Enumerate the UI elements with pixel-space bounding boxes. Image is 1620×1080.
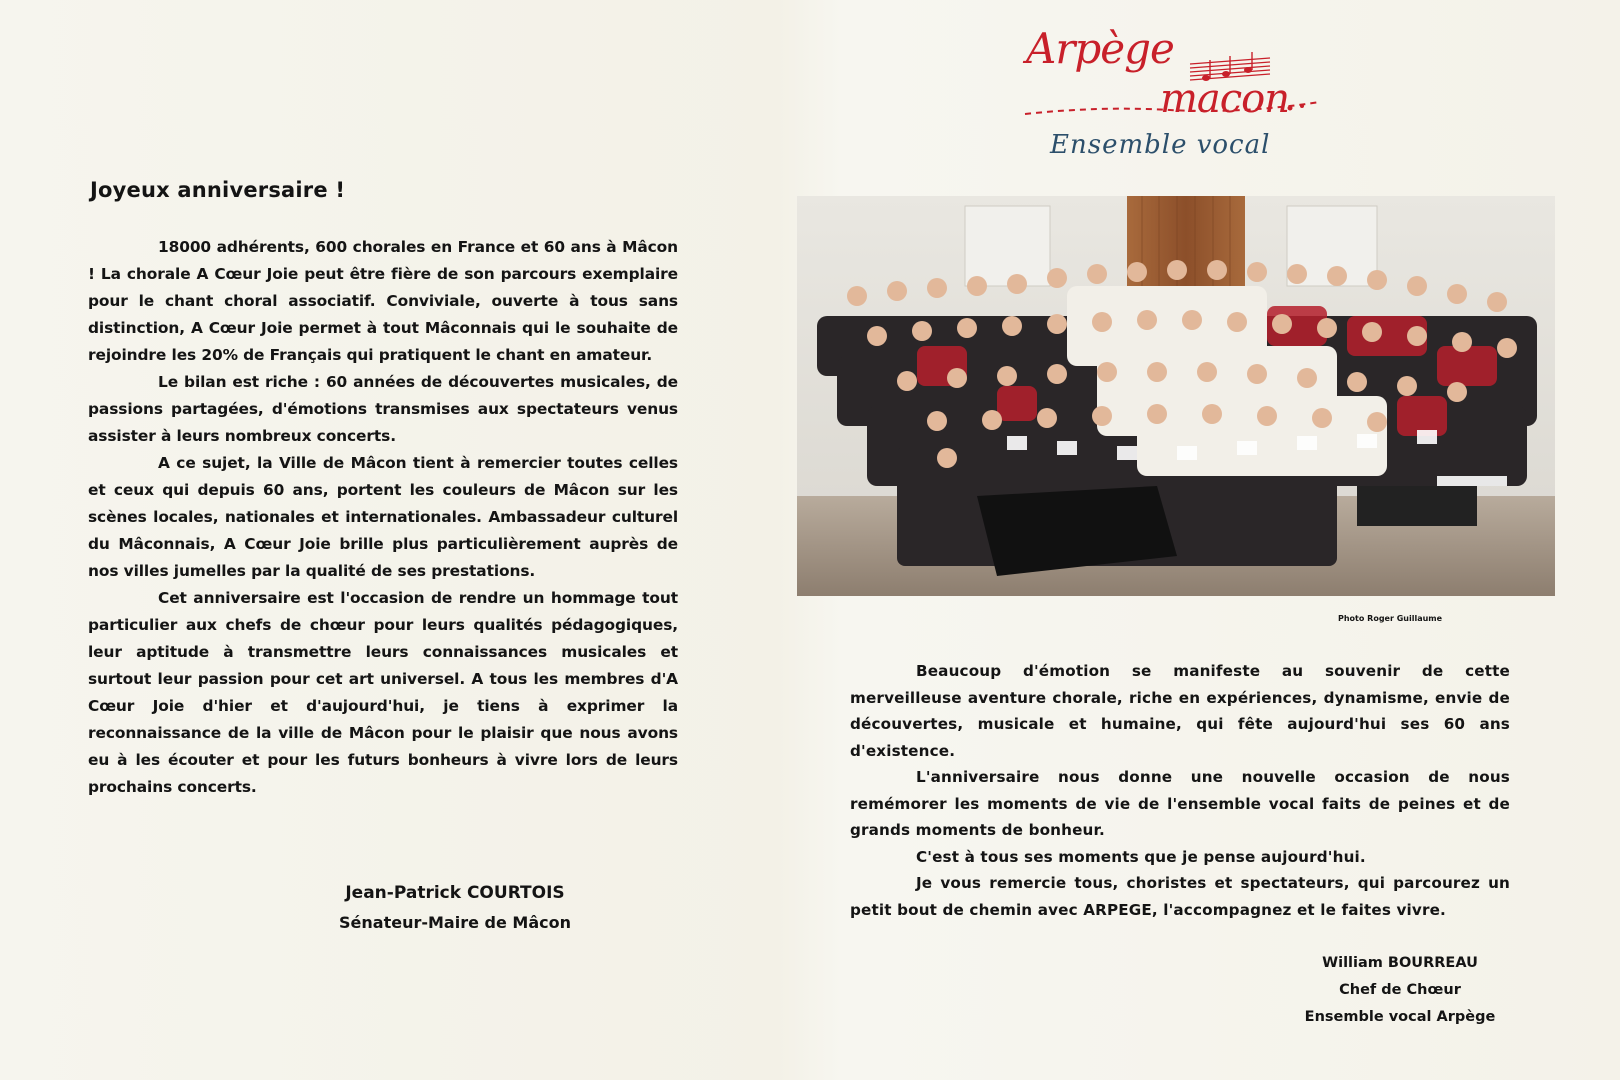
right-column (850, 658, 1510, 923)
right-signature-org: Ensemble vocal Arpège (1304, 1009, 1496, 1025)
left-column (88, 178, 678, 801)
right-paragraph: Je vous remercie tous, choristes et spectateurs, qui parcourez un petit bout de chemin avec ARPEGE, l'accompagnez et le faites vivre. (850, 874, 1510, 919)
right-paragraph: C'est à tous ses moments que je pense aujourd'hui. (916, 847, 1366, 866)
arpege-logo (1020, 22, 1340, 172)
choir-photo (797, 196, 1555, 596)
right-signature-name: William BOURREAU (1322, 955, 1478, 971)
left-paragraph: 18000 adhérents, 600 chorales en France et 60 ans à Mâcon ! La chorale A Cœur Joie peut être fière de son parcours exemplaire pour le chant choral associatif. Conviviale, ouverte à tous sans distinction, A Cœur Joie permet à tout Mâconnais qui le souhaite de rejoindre les 20% de Français qui pratiquent le chant en amateur. (88, 238, 678, 364)
right-signature-role: Chef de Chœur (1339, 982, 1461, 998)
photo-credit: Photo Roger Guillaume (1338, 614, 1443, 623)
left-paragraph: A ce sujet, la Ville de Mâcon tient à remercier toutes celles et ceux qui depuis 60 ans, portent les couleurs de Mâcon sur les scènes locales, nationales et internationales. Ambassadeur culturel du Mâconnais, A Cœur Joie brille plus particulièrement auprès de nos villes jumelles par la qualité de ses prestations. (88, 454, 678, 580)
left-title: Joyeux anniversaire ! (90, 178, 346, 202)
logo-subtitle: Ensemble vocal (1050, 130, 1271, 160)
left-body (88, 234, 678, 801)
right-signature (1280, 950, 1520, 1031)
left-signature-name: Jean-Patrick COURTOIS (345, 883, 565, 903)
left-signature (325, 878, 585, 938)
logo-word-arpege: Arpège (1026, 24, 1174, 73)
right-paragraph: L'anniversaire nous donne une nouvelle occasion de nous remémorer les moments de vie de l'ensemble vocal faits de peines et de grands moments de bonheur. (850, 768, 1510, 839)
logo-word-macon: macon (1160, 76, 1290, 122)
left-signature-role: Sénateur-Maire de Mâcon (339, 913, 571, 932)
left-paragraph: Le bilan est riche : 60 années de découvertes musicales, de passions partagées, d'émotions transmises aux spectateurs venus assister à leurs nombreux concerts. (88, 373, 678, 445)
choir-photo-image (797, 196, 1555, 596)
left-paragraph: Cet anniversaire est l'occasion de rendre un hommage tout particulier aux chefs de chœur pour leurs qualités pédagogiques, leur aptitude à transmettre leurs connaissances musicales et surtout leur passion pour cet art universel. A tous les membres d'A Cœur Joie d'hier et d'aujourd'hui, je tiens à exprimer la reconnaissance de la ville de Mâcon pour le plaisir que nous avons eu à les écouter et pour les futurs bonheurs à vivre lors de leurs prochains concerts. (88, 589, 678, 796)
right-paragraph: Beaucoup d'émotion se manifeste au souvenir de cette merveilleuse aventure chorale, riche en expériences, dynamisme, envie de découvertes, musicale et humaine, qui fête aujourd'hui ses 60 ans d'existence. (850, 662, 1510, 760)
